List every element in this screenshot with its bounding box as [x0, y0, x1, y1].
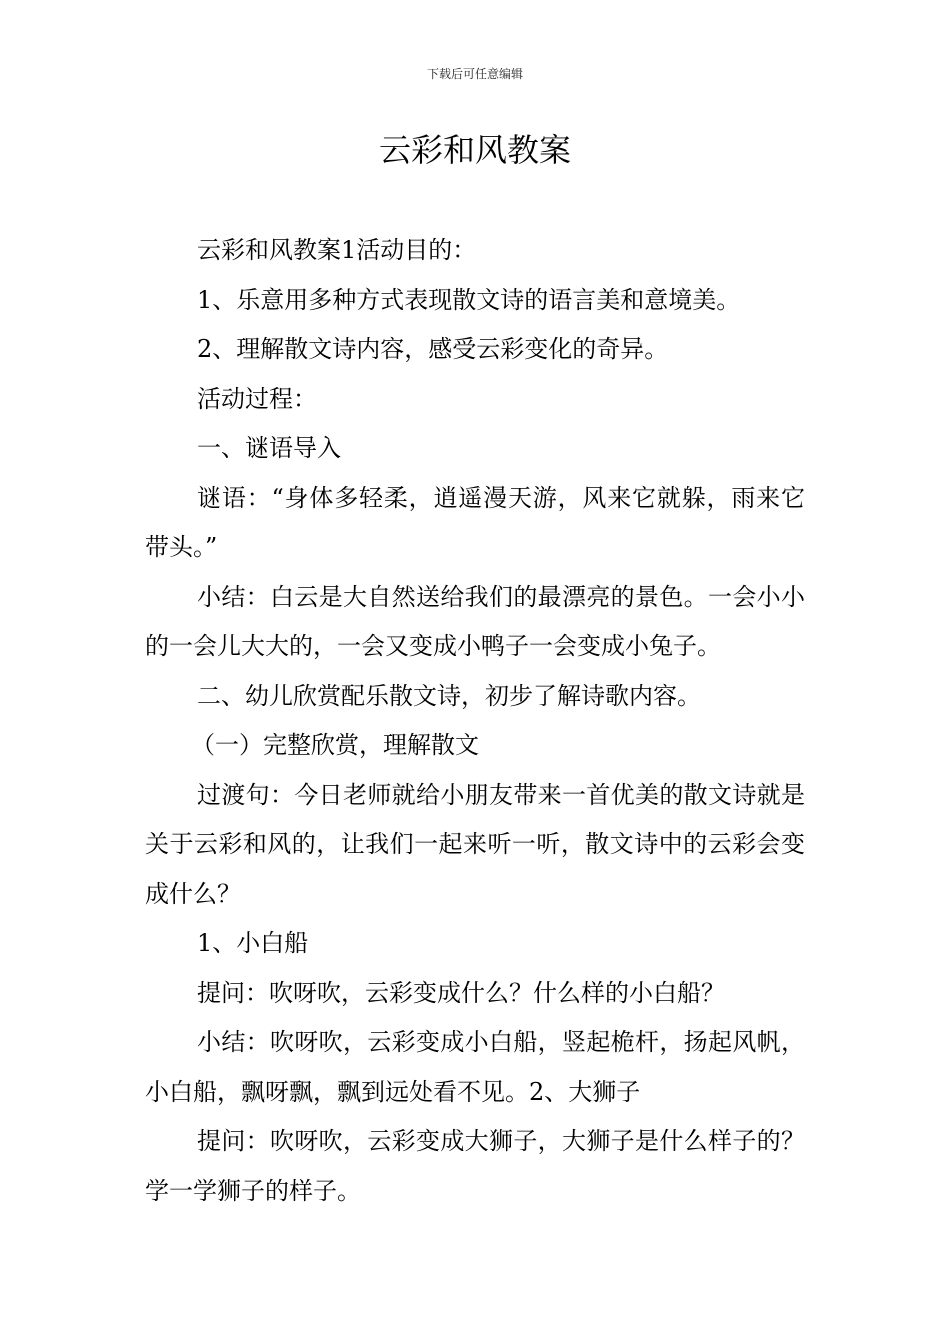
- paragraph: 提问：吹呀吹，云彩变成大狮子，大狮子是什么样子的？学一学狮子的样子。: [145, 1127, 805, 1205]
- paragraph: 2、理解散文诗内容，感受云彩变化的奇异。: [197, 335, 669, 363]
- document-body: [145, 226, 805, 1216]
- paragraph: 二、幼儿欣赏配乐散文诗，初步了解诗歌内容。: [197, 681, 701, 710]
- paragraph: 一、谜语导入: [197, 434, 341, 462]
- paragraph: 活动过程：: [197, 384, 317, 413]
- paragraph: （一）完整欣赏，理解散文: [191, 731, 479, 759]
- paragraph: 小结：吹呀吹，云彩变成小白船，竖起桅杆，扬起风帆，小白船，飘呀飘，飘到远处看不见。2、大狮子: [145, 1028, 805, 1106]
- paragraph: 1、小白船: [197, 929, 309, 957]
- paragraph: 小结：白云是大自然送给我们的最漂亮的景色。一会小小的一会儿大大的，一会又变成小鸭子一会变成小兔子。: [145, 582, 805, 660]
- header-note: 下载后可任意编辑: [426, 67, 523, 81]
- document-title: 云彩和风教案: [378, 131, 571, 169]
- paragraph: 提问：吹呀吹，云彩变成什么？什么样的小白船？: [197, 978, 725, 1007]
- paragraph: 云彩和风教案1活动目的：: [197, 236, 477, 264]
- paragraph: 谜语：“身体多轻柔，逍遥漫天游，风来它就躲，雨来它带头。”: [145, 483, 805, 561]
- paragraph: 1、乐意用多种方式表现散文诗的语言美和意境美。: [197, 285, 741, 314]
- paragraph: 过渡句：今日老师就给小朋友带来一首优美的散文诗就是关于云彩和风的，让我们一起来听一听，散文诗中的云彩会变成什么？: [145, 780, 805, 908]
